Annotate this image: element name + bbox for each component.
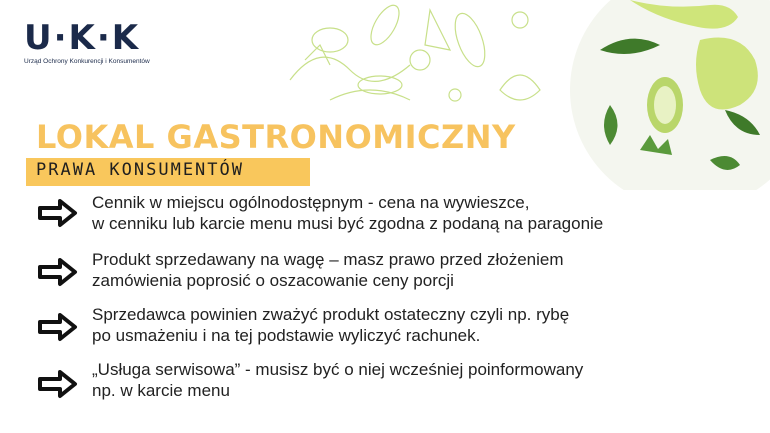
right-arrow-icon bbox=[38, 257, 78, 287]
page-title: LOKAL GASTRONOMICZNY bbox=[36, 118, 516, 156]
list-item-line: po usmażeniu i na tej podstawie wyliczyć rachunek. bbox=[92, 326, 481, 345]
list-item-line: zamówienia poprosić o oszacowanie ceny porcji bbox=[92, 271, 454, 290]
list-item-line: „Usługa serwisowa” - musisz być o niej wcześniej poinformowany bbox=[92, 360, 584, 379]
logo-mark: U·K·K bbox=[24, 18, 141, 58]
right-arrow-icon bbox=[38, 312, 78, 342]
list-item-line: w cenniku lub karcie menu musi być zgodna z podaną na paragonie bbox=[92, 214, 604, 233]
right-arrow-icon bbox=[38, 198, 78, 228]
vegetables-illustration bbox=[270, 0, 770, 190]
list-item-line: Sprzedawca powinien zważyć produkt ostateczny czyli np. rybę bbox=[92, 305, 570, 324]
logo-subtitle: Urząd Ochrony Konkurencji i Konsumentów bbox=[24, 58, 150, 65]
uokik-logo bbox=[24, 20, 164, 72]
list-item-line: np. w karcie menu bbox=[92, 381, 230, 400]
page-subtitle: PRAWA KONSUMENTÓW bbox=[36, 160, 244, 180]
list-item-line: Cennik w miejscu ogólnodostępnym - cena na wywieszce, bbox=[92, 193, 530, 212]
right-arrow-icon bbox=[38, 369, 78, 399]
list-item-line: Produkt sprzedawany na wagę – masz prawo przed złożeniem bbox=[92, 250, 564, 269]
